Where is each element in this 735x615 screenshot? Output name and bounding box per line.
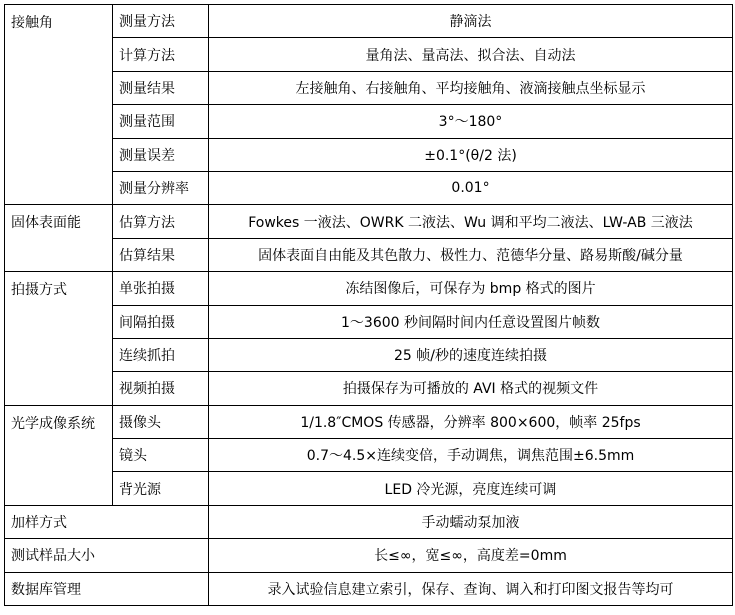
param-value: ±0.1°(θ/2 法) <box>209 138 733 171</box>
param-label: 估算方法 <box>113 205 209 238</box>
param-value: 0.7～4.5×连续变倍，手动调焦，调焦范围±6.5mm <box>209 439 733 472</box>
param-label: 估算结果 <box>113 238 209 271</box>
param-label: 数据库管理 <box>5 572 209 605</box>
table-row <box>5 205 733 238</box>
table-row <box>5 439 733 472</box>
param-label: 加样方式 <box>5 505 209 538</box>
param-value: 固体表面自由能及其色散力、极性力、范德华分量、路易斯酸/碱分量 <box>209 238 733 271</box>
table-row <box>5 38 733 71</box>
param-label: 测试样品大小 <box>5 539 209 572</box>
table-row <box>5 105 733 138</box>
param-value: 25 帧/秒的速度连续拍摄 <box>209 338 733 371</box>
table-row <box>5 272 733 305</box>
table-row <box>5 138 733 171</box>
param-value: 1～3600 秒间隔时间内任意设置图片帧数 <box>209 305 733 338</box>
table-row <box>5 171 733 204</box>
param-label: 摄像头 <box>113 405 209 438</box>
param-label: 测量误差 <box>113 138 209 171</box>
param-label: 测量结果 <box>113 71 209 104</box>
table-row <box>5 238 733 271</box>
category-cell: 固体表面能 <box>5 205 113 272</box>
param-value: 录入试验信息建立索引，保存、查询、调入和打印图文报告等均可 <box>209 572 733 605</box>
param-value: 量角法、量高法、拟合法、自动法 <box>209 38 733 71</box>
param-value: Fowkes 一液法、OWRK 二液法、Wu 调和平均二液法、LW-AB 三液法 <box>209 205 733 238</box>
table-row <box>5 5 733 38</box>
param-label: 测量范围 <box>113 105 209 138</box>
param-label: 镜头 <box>113 439 209 472</box>
table-row <box>5 472 733 505</box>
table-row <box>5 405 733 438</box>
param-label: 视频拍摄 <box>113 372 209 405</box>
table-row <box>5 71 733 104</box>
category-cell: 接触角 <box>5 5 113 205</box>
param-label: 测量分辨率 <box>113 171 209 204</box>
category-cell: 拍摄方式 <box>5 272 113 406</box>
category-cell: 光学成像系统 <box>5 405 113 505</box>
param-value: 手动蠕动泵加液 <box>209 505 733 538</box>
table-row <box>5 572 733 605</box>
table-row <box>5 372 733 405</box>
param-value: 长≤∞，宽≤∞，高度差=0mm <box>209 539 733 572</box>
param-label: 计算方法 <box>113 38 209 71</box>
param-value: 1/1.8″CMOS 传感器，分辨率 800×600，帧率 25fps <box>209 405 733 438</box>
param-value: 拍摄保存为可播放的 AVI 格式的视频文件 <box>209 372 733 405</box>
param-value: 冻结图像后，可保存为 bmp 格式的图片 <box>209 272 733 305</box>
param-value: 3°～180° <box>209 105 733 138</box>
param-value: LED 冷光源，亮度连续可调 <box>209 472 733 505</box>
param-label: 测量方法 <box>113 5 209 38</box>
param-value: 静滴法 <box>209 5 733 38</box>
param-value: 左接触角、右接触角、平均接触角、液滴接触点坐标显示 <box>209 71 733 104</box>
param-label: 背光源 <box>113 472 209 505</box>
table-row <box>5 305 733 338</box>
param-label: 单张拍摄 <box>113 272 209 305</box>
param-value: 0.01° <box>209 171 733 204</box>
param-label: 间隔拍摄 <box>113 305 209 338</box>
table-row <box>5 539 733 572</box>
table-row <box>5 338 733 371</box>
spec-table <box>4 4 733 606</box>
table-row <box>5 505 733 538</box>
param-label: 连续抓拍 <box>113 338 209 371</box>
